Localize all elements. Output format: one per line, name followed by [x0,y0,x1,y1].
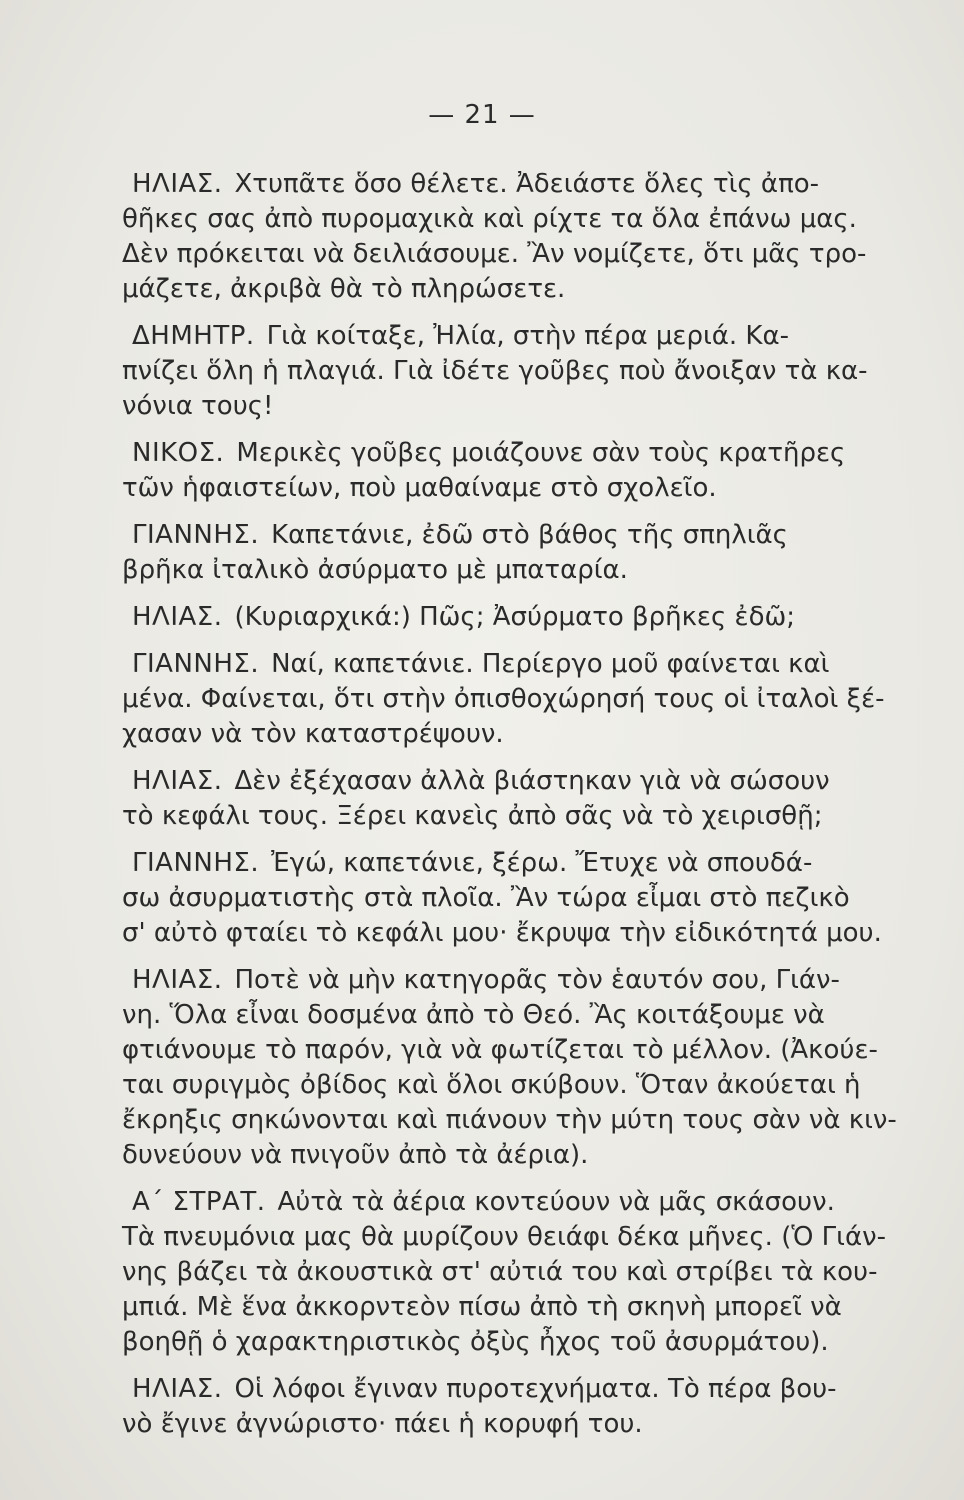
line-text: πνίζει ὅλη ἡ πλαγιά. Γιὰ ἰδέτε γοῦβες ποὺ ἄνοιξαν τὰ κα- [122,356,868,386]
line-text: τὸ κεφάλι τους. Ξέρει κανεὶς ἀπὸ σᾶς νὰ τὸ χειρισθῇ; [122,801,823,831]
line-text: βοηθῇ ὁ χαρακτηριστικὸς ὀξὺς ἦχος τοῦ ἀσυρμάτου). [122,1327,829,1357]
line-text: ται συριγμὸς ὀβίδος καὶ ὅλοι σκύβουν. Ὅταν ἀκούεται ἡ [122,1070,861,1100]
speech-block [122,600,832,635]
text-line [122,881,850,916]
text-line [122,1372,837,1407]
text-line [122,518,832,553]
line-text: νόνια τους! [122,391,274,421]
text-line [122,600,832,635]
text-line [122,389,832,424]
text-line [122,1220,886,1255]
text-line [122,272,832,307]
line-text: δυνεύουν νὰ πνιγοῦν ἀπὸ τὰ ἀέρια). [122,1140,589,1170]
text-line [122,1185,835,1220]
speech-block [122,963,897,1173]
speech-block [122,846,882,951]
text-line [122,1255,878,1290]
text-line [122,1407,832,1442]
speaker-name: ΗΛΙΑΣ. [132,169,223,199]
speaker-name: ΓΙΑΝΝΗΣ. [132,649,260,679]
text-line [122,1033,878,1068]
speech-block [122,167,867,307]
line-text: Χτυπᾶτε ὅσο θέλετε. Ἀδειάστε ὅλες τὶς ἀπο- [234,169,820,199]
text-line [122,436,846,471]
speaker-name: Α΄ ΣΤΡΑΤ. [132,1187,266,1217]
line-text: νη. Ὅλα εἶναι δοσμένα ἀπὸ τὸ Θεό. Ἂς κοιτάξουμε νὰ [122,1000,825,1030]
line-text: Δὲν ἐξέχασαν ἀλλὰ βιάστηκαν γιὰ νὰ σώσουν [234,766,830,796]
line-text: νης βάζει τὰ ἀκουστικὰ στ' αὐτιά του καὶ στρίβει τὰ κου- [122,1257,878,1287]
speech-block [122,436,846,506]
page-number: — 21 — [428,100,536,130]
text-line [122,764,832,799]
line-text: νὸ ἔγινε ἀγνώριστο· πάει ἡ κορυφή του. [122,1409,643,1439]
line-text: σω ἀσυρματιστὴς στὰ πλοῖα. Ἂν τώρα εἶμαι στὸ πεζικὸ [122,883,850,913]
text-line [122,471,832,506]
line-text: μπιά. Μὲ ἕνα ἀκκορντεὸν πίσω ἀπὸ τὴ σκηνὴ μπορεῖ νὰ [122,1292,842,1322]
line-text: Τὰ πνευμόνια μας θὰ μυρίζουν θειάφι δέκα μῆνες. (Ὁ Γιάν- [122,1222,886,1252]
text-line [122,799,832,834]
text-line [122,916,882,951]
line-text: Γιὰ κοίταξε, Ἠλία, στὴν πέρα μεριά. Κα- [266,321,790,351]
text-line [122,1103,897,1138]
line-text: Οἱ λόφοι ἔγιναν πυροτεχνήματα. Τὸ πέρα βου- [234,1374,837,1404]
text-line [122,354,868,389]
play-text [122,167,897,1454]
line-text: Ναί, καπετάνιε. Περίεργο μοῦ φαίνεται καὶ [271,649,830,679]
speaker-name: ΝΙΚΟΣ. [132,438,225,468]
line-text: (Κυριαρχικά:) Πῶς; Ἀσύρματο βρῆκες ἐδῶ; [234,602,796,632]
line-text: μάζετε, ἀκριβὰ θὰ τὸ πληρώσετε. [122,274,566,304]
text-line [122,1325,832,1360]
text-line [122,237,867,272]
text-line [122,846,832,881]
speaker-name: ΓΙΑΝΝΗΣ. [132,848,260,878]
text-line [122,167,832,202]
text-line [122,553,832,588]
text-line [122,717,832,752]
speaker-name: ΗΛΙΑΣ. [132,766,223,796]
line-text: τῶν ἡφαιστείων, ποὺ μαθαίναμε στὸ σχολεῖο. [122,473,717,503]
line-text: Αὐτὰ τὰ ἀέρια κοντεύουν νὰ μᾶς σκάσουν. [277,1187,835,1217]
line-text: βρῆκα ἰταλικὸ ἀσύρματο μὲ μπαταρία. [122,555,628,585]
line-text: σ' αὐτὸ φταίει τὸ κεφάλι μου· ἔκρυψα τὴν εἰδικότητά μου. [122,918,882,948]
text-line [122,319,832,354]
text-line [122,998,832,1033]
line-text: θῆκες σας ἀπὸ πυρομαχικὰ καὶ ρίχτε τα ὅλα ἐπάνω μας. [122,204,857,234]
speech-block [122,518,832,588]
speaker-name: ΗΛΙΑΣ. [132,1374,223,1404]
line-text: Μερικὲς γοῦβες μοιάζουνε σὰν τοὺς κρατῆρες [236,438,846,468]
speech-block [122,1372,837,1442]
speech-block [122,319,868,424]
line-text: Καπετάνιε, ἐδῶ στὸ βάθος τῆς σπηλιᾶς [271,520,788,550]
text-line [122,1138,832,1173]
speech-block [122,1185,886,1360]
line-text: Ἐγώ, καπετάνιε, ξέρω. Ἔτυχε νὰ σπουδά- [271,848,813,878]
speaker-name: ΓΙΑΝΝΗΣ. [132,520,260,550]
line-text: μένα. Φαίνεται, ὅτι στὴν ὀπισθοχώρησή τους οἱ ἰταλοὶ ξέ- [122,684,885,714]
text-line [122,682,885,717]
text-line [122,1068,861,1103]
text-line [122,202,857,237]
line-text: φτιάνουμε τὸ παρόν, γιὰ νὰ φωτίζεται τὸ μέλλον. (Ἀκούε- [122,1035,878,1065]
line-text: χασαν νὰ τὸν καταστρέψουν. [122,719,504,749]
speech-block [122,764,832,834]
text-line [122,1290,842,1325]
line-text: Δὲν πρόκειται νὰ δειλιάσουμε. Ἂν νομίζετε, ὅτι μᾶς τρο- [122,239,867,269]
speaker-name: ΔΗΜΗΤΡ. [132,321,255,351]
line-text: Ποτὲ νὰ μὴν κατηγορᾶς τὸν ἑαυτόν σου, Γιάν- [234,965,840,995]
speaker-name: ΗΛΙΑΣ. [132,602,223,632]
speaker-name: ΗΛΙΑΣ. [132,965,223,995]
speech-block [122,647,885,752]
line-text: ἔκρηξις σηκώνονται καὶ πιάνουν τὴν μύτη τους σὰν νὰ κιν- [122,1105,897,1135]
text-line [122,647,832,682]
text-line [122,963,840,998]
